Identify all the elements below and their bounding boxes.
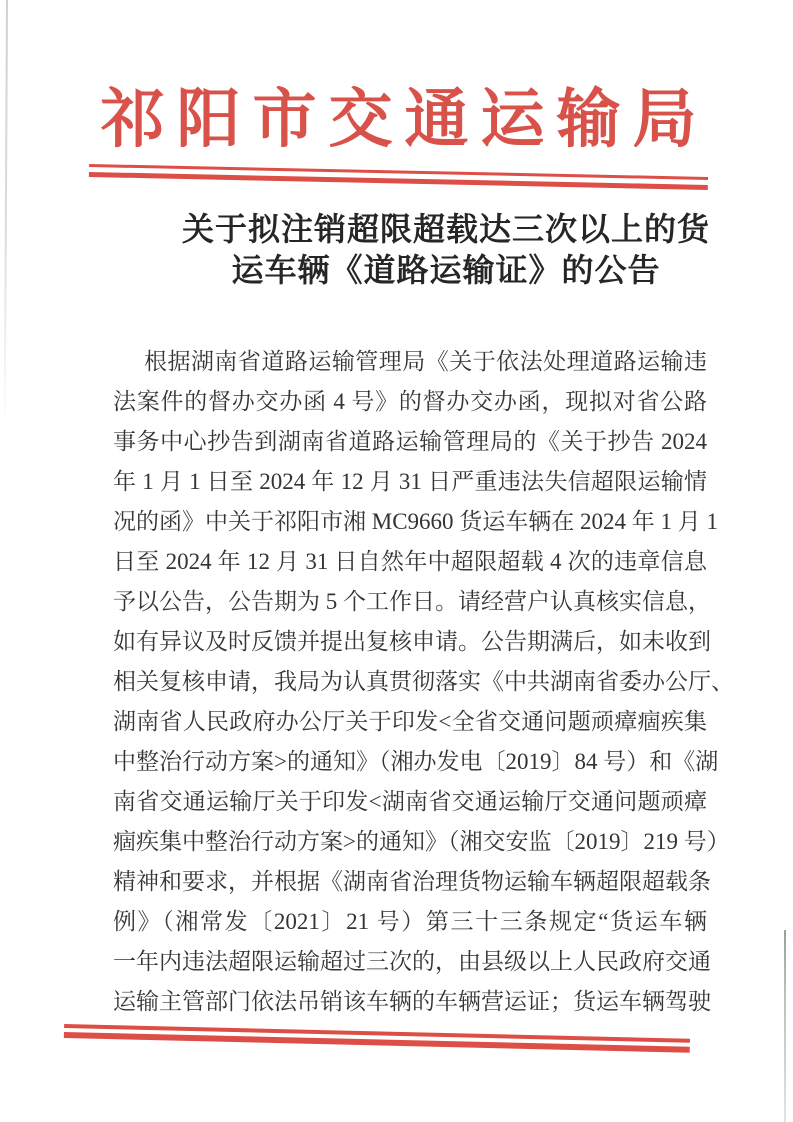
body-line: 根据湖南省道路运输管理局《关于依法处理道路运输违 (144, 349, 707, 374)
body-line: 南省交通运输厅关于印发<湖南省交通运输厅交通问题顽瘴 (113, 789, 707, 814)
scan-artifact-right-edge (784, 930, 786, 1122)
body-line: 法案件的督办交办函 4 号》的督办交办函，现拟对省公路 (113, 389, 707, 414)
body-line: 年 1 月 1 日至 2024 年 12 月 31 日严重违法失信超限运输情 (113, 469, 707, 494)
body-line: 况的函》中关于祁阳市湘 MC9660 货运车辆在 2024 年 1 月 1 (113, 509, 719, 534)
body-line: 中整治行动方案>的通知》（湘办发电〔2019〕84 号）和《湖 (113, 749, 719, 774)
body-line: 一年内违法超限运输超过三次的，由县级以上人民政府交通 (113, 949, 711, 974)
letterhead-double-rule (89, 164, 708, 190)
body-line: 日至 2024 年 12 月 31 日自然年中超限超载 4 次的违章信息 (113, 549, 707, 574)
body-line: 予以公告，公告期为 5 个工作日。请经营户认真核实信息， (113, 589, 711, 614)
body-line: 相关复核申请，我局为认真贯彻落实《中共湖南省委办公厅、 (113, 669, 734, 694)
body-line: 例》（湘常发〔2021〕21 号）第三十三条规定“货运车辆 (113, 909, 707, 934)
body-line: 如有异议及时反馈并提出复核申请。公告期满后，如未收到 (113, 629, 711, 654)
body-line: 湖南省人民政府办公厅关于印发<全省交通问题顽瘴痼疾集 (113, 709, 707, 734)
scan-artifact-left-edge (4, 0, 8, 430)
body-line: 事务中心抄告到湖南省道路运输管理局的《关于抄告 2024 (113, 429, 707, 454)
body-line: 精神和要求，并根据《湖南省治理货物运输车辆超限超载条 (113, 869, 711, 894)
footer-double-rule (64, 1024, 690, 1053)
announcement-body-paragraph (113, 342, 734, 1022)
body-line: 运输主管部门依法吊销该车辆的车辆营运证；货运车辆驾驶 (113, 989, 711, 1014)
body-line: 痼疾集中整治行动方案>的通知》（湘交安监〔2019〕219 号） (113, 829, 730, 854)
announcement-title-line-2: 运车辆《道路运输证》的公告 (231, 252, 661, 288)
announcement-title-line-1: 关于拟注销超限超载达三次以上的货 (181, 211, 710, 247)
issuing-agency-name: 祁阳市交通运输局 (100, 84, 709, 155)
announcement-title (149, 209, 743, 291)
